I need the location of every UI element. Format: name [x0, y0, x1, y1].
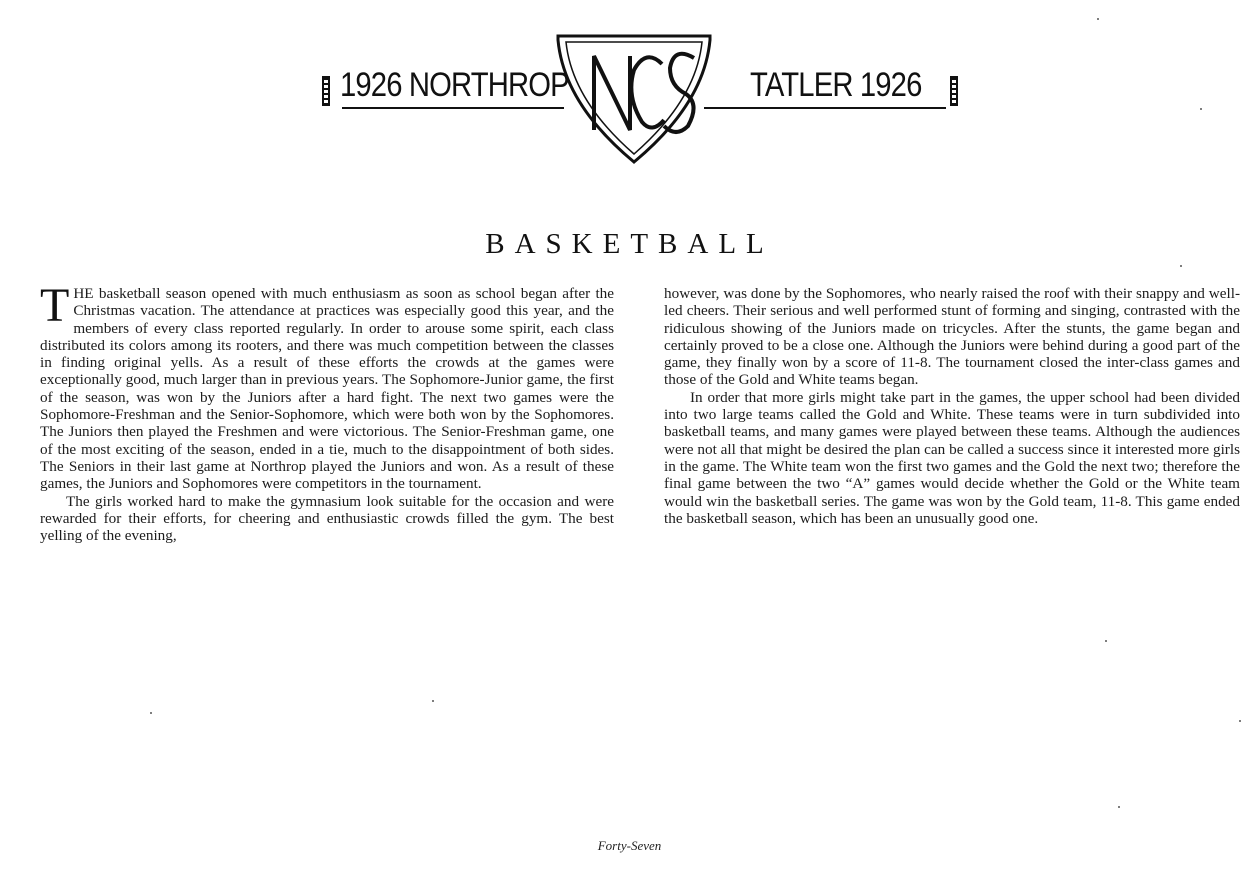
left-column	[40, 279, 614, 545]
dropcap-letter: T	[40, 279, 70, 332]
paragraph-2: The girls worked hard to make the gymnasium look suitable for the occasion and were rewarded for their efforts, for cheering and enthusiastic crowds filled the gym. The best yelling of the evening,	[40, 492, 614, 545]
paper-speck	[1097, 18, 1099, 20]
paper-speck	[1200, 108, 1202, 110]
paper-speck	[1239, 720, 1241, 722]
paper-speck	[1180, 265, 1182, 267]
header-right-title: TATLER 1926	[750, 66, 922, 104]
page-header	[318, 34, 963, 166]
paragraph-3: however, was done by the Sophomores, who nearly raised the roof with their snappy and well-led cheers. Their serious and well performed stunt of forming and singing, contrasted with the ridiculous showing of the Juniors made on tricycles. After the stunts, the game began and certainly proved to be a close one. Although the Juniors were behind during a good part of the game, they finally won by a score of 11-8. The tournament closed the inter-class games and those of the Gold and White teams began.	[664, 285, 1240, 389]
header-left-rule	[342, 107, 564, 109]
header-left-title: 1926 NORTHROP	[340, 66, 569, 104]
ncs-shield-emblem	[554, 34, 714, 166]
paper-speck	[432, 700, 434, 702]
paper-speck	[150, 712, 152, 714]
article-title: BASKETBALL	[485, 228, 774, 260]
ornament-left-icon	[322, 76, 330, 106]
paragraph-4: In order that more girls might take part in the games, the upper school had been divided into two large teams called the Gold and White. These teams were in turn subdivided into basketball teams, and many games were played between these teams. Although the audiences were not all that might be desired the plan can be called a success since it interested more girls in the game. The White team won the first two games and the Gold the next two; therefore the final game between the two “A” games would decide whether the Gold or the White team would win the basketball series. The game was won by the Gold team, 11-8. This game ended the basketball season, which has been an unusually good one.	[664, 388, 1240, 527]
paragraph-1-text: HE basketball season opened with much enthusiasm as soon as school began after the Christmas vacation. The attendance at practices was especially good this year, and the members of every class reported regularly. In order to arouse some spirit, each class distributed its colors among its rooters, and there was much competition between the classes in finding original yells. As a result of these efforts the crowds at the games were exceptionally good, much larger than in previous years. The Sophomore-Junior game, the first of the season, was won by the Juniors after a hard fight. The next two games were the Sophomore-Freshman and the Senior-Sophomore, which were both won by the Sophomores. The Juniors then played the Freshmen and were victorious. The Senior-Freshman game, one of the most exciting of the season, ended in a tie, much to the disappointment of both sides. The Seniors in their last game at Northrop played the Juniors and won. As a result of these games, the Juniors and Sophomores were competitors in the tournament.	[40, 285, 614, 493]
right-column	[664, 285, 1240, 527]
paper-speck	[1105, 640, 1107, 642]
header-right-rule	[704, 107, 946, 109]
paper-speck	[1118, 806, 1120, 808]
paragraph-1	[40, 279, 614, 493]
ornament-right-icon	[950, 76, 958, 106]
page-number: Forty-Seven	[597, 838, 662, 853]
